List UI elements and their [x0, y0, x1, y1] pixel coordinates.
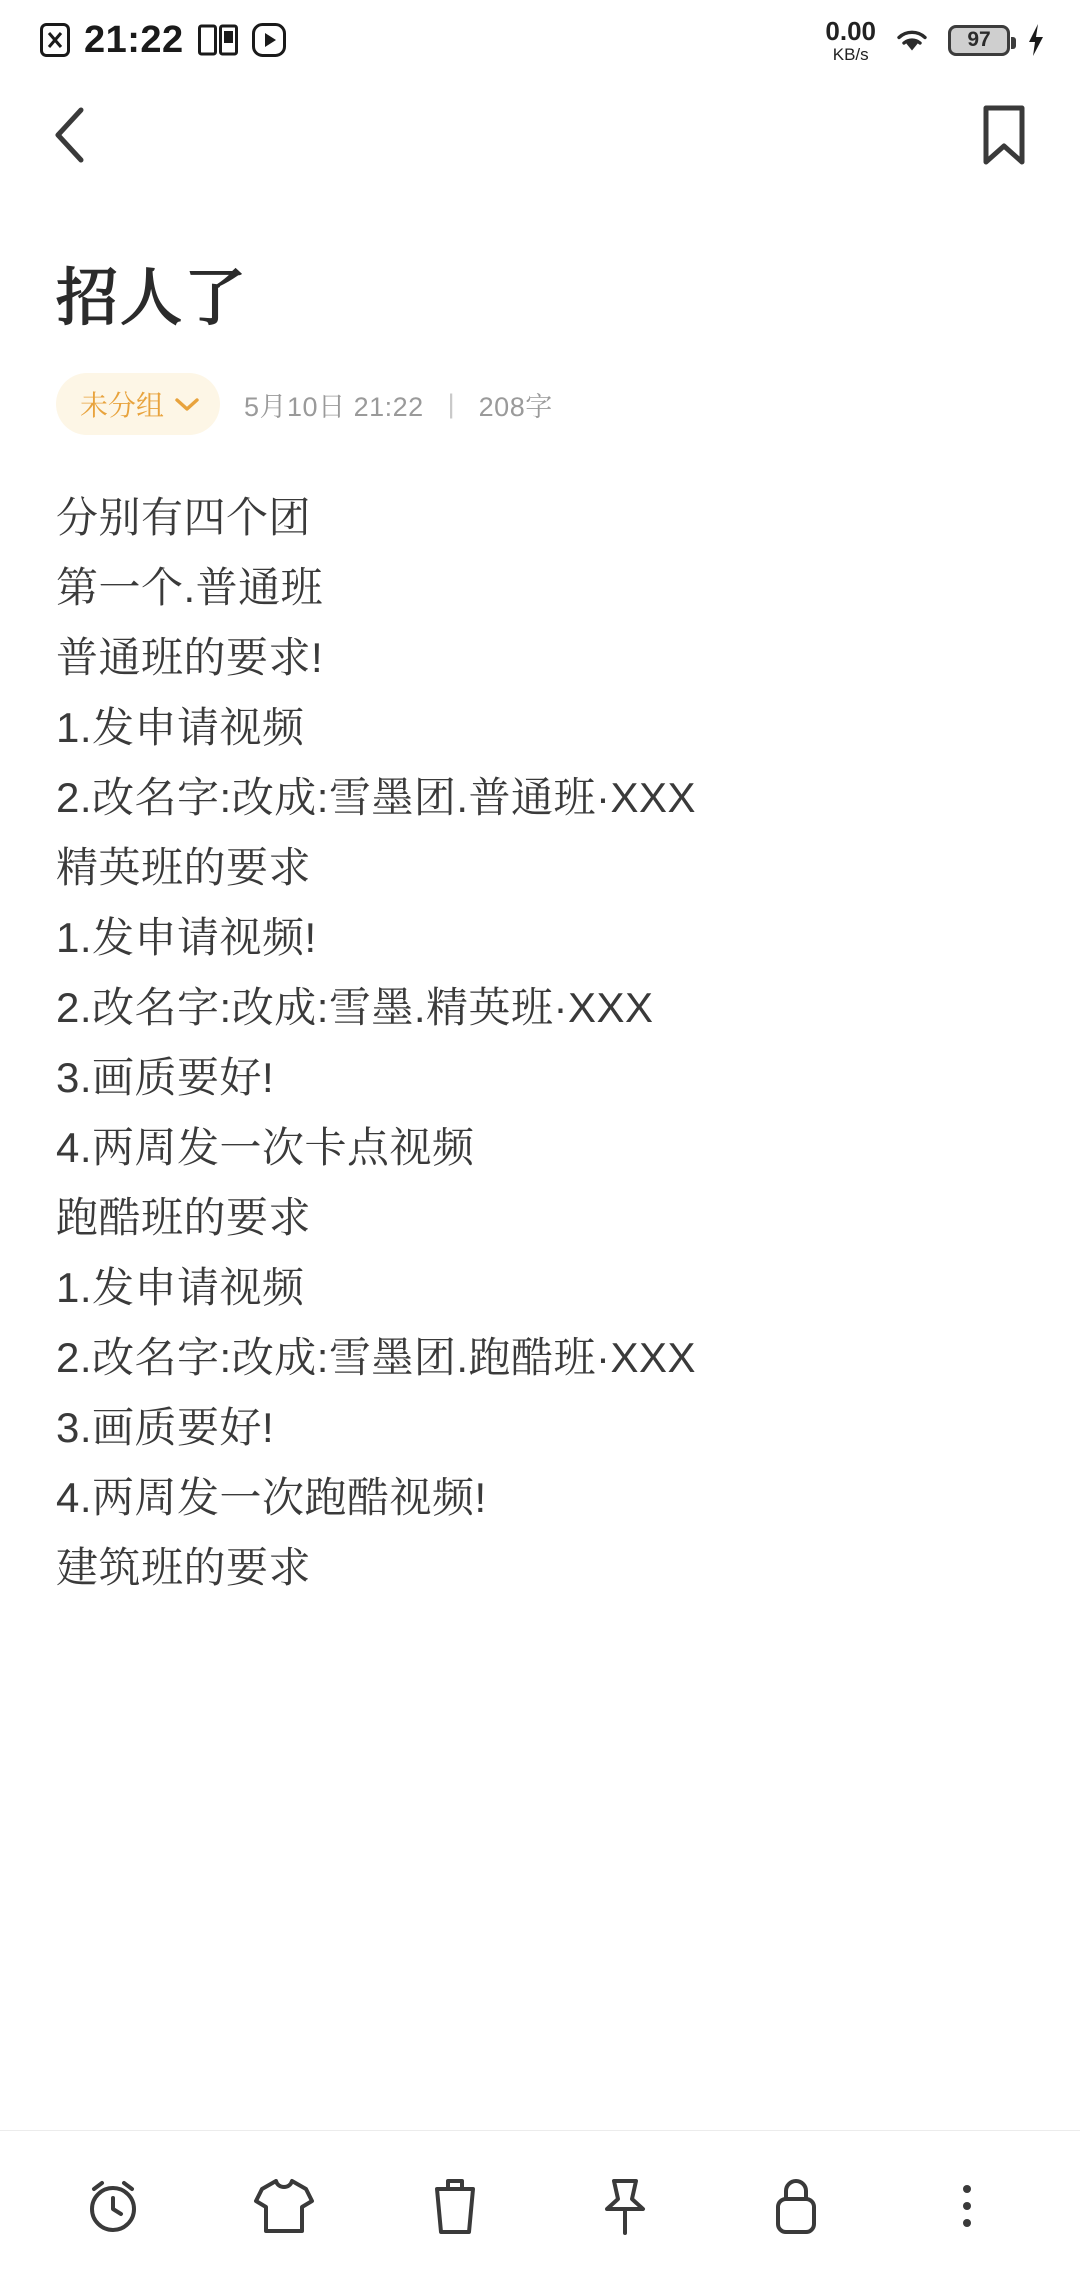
note-date: 5月10日 21:22	[244, 391, 424, 422]
note-line: 4.两周发一次卡点视频	[56, 1124, 475, 1171]
group-label: 未分组	[80, 390, 165, 421]
note-line: 建筑班的要求	[56, 1544, 312, 1591]
alarm-icon	[82, 2175, 144, 2237]
bottom-toolbar	[0, 2130, 1080, 2280]
bookmark-icon[interactable]	[980, 104, 1028, 166]
status-bar-left	[40, 19, 286, 62]
group-selector[interactable]	[56, 373, 220, 435]
lock-button[interactable]	[741, 2151, 851, 2261]
lock-icon	[771, 2175, 821, 2237]
note-word-count: 208字	[478, 391, 553, 422]
meta-separator: |	[447, 388, 455, 419]
note-line: 3.画质要好!	[56, 1054, 275, 1101]
note-line: 2.改名字:改成:雪墨团.普通班·XXX	[56, 774, 697, 821]
status-bar-clock: 21:22	[84, 18, 184, 61]
shirt-icon	[252, 2177, 316, 2235]
book-icon	[198, 24, 238, 56]
note-line: 3.画质要好!	[56, 1404, 275, 1451]
note-line: 1.发申请视频	[56, 704, 305, 751]
note-line: 精英班的要求	[56, 844, 312, 891]
note-line: 4.两周发一次跑酷视频!	[56, 1474, 487, 1521]
skin-button[interactable]	[229, 2151, 339, 2261]
note-line: 分别有四个团	[56, 494, 312, 541]
delete-button[interactable]	[400, 2151, 510, 2261]
pin-icon	[600, 2175, 650, 2237]
note-line: 跑酷班的要求	[56, 1194, 312, 1241]
wifi-icon	[892, 25, 932, 55]
network-speed-value: 0.00	[825, 15, 876, 46]
alarm-button[interactable]	[58, 2151, 168, 2261]
note-line: 1.发申请视频	[56, 1264, 305, 1311]
charging-bolt-icon	[1026, 23, 1046, 57]
note-line: 2.改名字:改成:雪墨团.跑酷班·XXX	[56, 1334, 697, 1381]
more-icon	[963, 2185, 971, 2227]
sim-card-icon	[40, 23, 70, 57]
note-meta-row	[56, 373, 1024, 435]
network-speed-unit: KB/s	[832, 44, 869, 64]
note-title[interactable]: 招人了	[56, 264, 249, 333]
note-line: 2.改名字:改成:雪墨.精英班·XXX	[56, 984, 654, 1031]
note-line: 1.发申请视频!	[56, 914, 317, 961]
note-body[interactable]	[0, 435, 1080, 1765]
play-box-icon	[252, 23, 286, 57]
note-line: 第一个.普通班	[56, 564, 324, 611]
pin-button[interactable]	[570, 2151, 680, 2261]
status-bar	[0, 0, 1080, 80]
battery-percent: 97	[967, 28, 991, 51]
chevron-left-icon[interactable]	[48, 104, 92, 166]
top-navigation-bar	[0, 80, 1080, 190]
network-speed	[825, 15, 876, 64]
note-header	[0, 190, 1080, 435]
more-button[interactable]	[912, 2151, 1022, 2261]
status-bar-right	[825, 15, 1046, 64]
chevron-down-icon	[174, 396, 200, 412]
note-line: 普通班的要求!	[56, 634, 324, 681]
battery-icon	[948, 25, 1010, 56]
trash-icon	[430, 2175, 480, 2237]
